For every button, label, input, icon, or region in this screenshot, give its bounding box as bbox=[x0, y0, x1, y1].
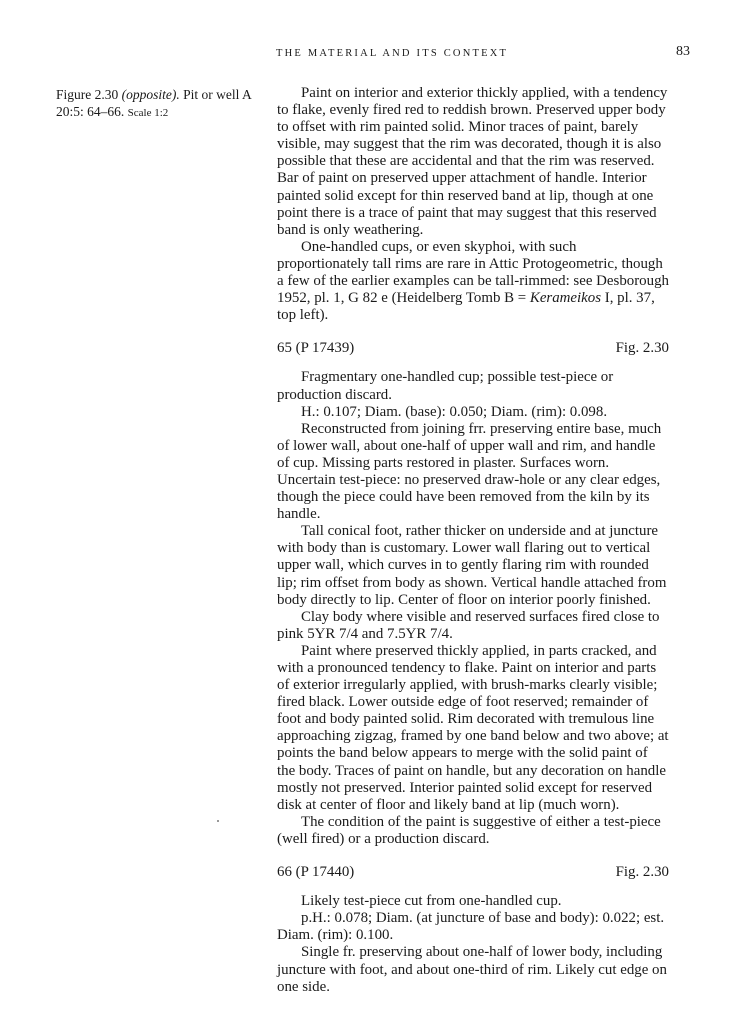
entry-65-paragraph: Reconstructed from joining frr. preserving entire base, much of lower wall, about one-half of upper wall and rim, and handle of cup. Missing parts restored in plaster. Surfaces worn. Uncertain test-piece: no preserved draw-hole or any clear edges, though the piece could have been removed from the kiln by its handle. bbox=[277, 420, 662, 523]
intro-p2-text-b: I, pl. 37, top left). bbox=[277, 290, 655, 324]
caption-scale: Scale 1:2 bbox=[127, 107, 169, 119]
entry-65-inventory: (P 17439) bbox=[295, 340, 355, 357]
intro-paragraph-2 bbox=[277, 239, 669, 324]
running-head-title: THE MATERIAL AND ITS CONTEXT bbox=[276, 48, 509, 59]
main-text bbox=[277, 85, 669, 996]
stray-mark bbox=[217, 820, 219, 822]
entry-65-number: 65 bbox=[277, 340, 292, 357]
page-number: 83 bbox=[676, 44, 690, 59]
intro-p2-italic: Kerameikos bbox=[529, 290, 602, 307]
entry-65-paragraph: H.: 0.107; Diam. (base): 0.050; Diam. (rim): 0.098. bbox=[301, 403, 608, 420]
entry-65-paragraph: Tall conical foot, rather thicker on underside and at juncture with body than is customary. Lower wall flaring out to vertical upper wall, which curves in to gently flaring rim with rounded lip; rim offset from body as shown. Vertical handle attached from body directly to lip. Center of floor on interior poorly finished. bbox=[277, 523, 667, 608]
entry-66-inventory: (P 17440) bbox=[295, 864, 355, 881]
entry-65-paragraph: Paint where preserved thickly applied, in parts cracked, and with a pronounced tendency to flake. Paint on interior and parts of exterior irregularly applied, with brush-marks clearly visible; fired black. Lower outside edge of foot reserved; remainder of foot and body painted solid. Rim decorated with tremulous line approaching zigzag, framed by one band below and two above; at points the band below appears to merge with the solid paint of the body. Traces of paint on handle, but any decoration on handle mostly not preserved. Interior painted solid except for reserved disk at center of floor and likely band at lip (much worn). bbox=[277, 642, 669, 813]
entry-66-fig-ref: Fig. 2.30 bbox=[615, 864, 669, 881]
caption-qualifier: (opposite). bbox=[121, 87, 180, 102]
entry-66-paragraph: p.H.: 0.078; Diam. (at juncture of base and body): 0.022; est. Diam. (rim): 0.100. bbox=[277, 910, 665, 944]
entry-66-heading bbox=[277, 864, 669, 881]
figure-caption bbox=[56, 86, 256, 122]
caption-text: Pit or well A 20:5: 64–66. bbox=[56, 87, 252, 119]
entry-65-heading bbox=[277, 340, 669, 357]
entry-65-paragraph: Clay body where visible and reserved surfaces fired close to pink 5YR 7/4 and 7.5YR 7/4. bbox=[277, 608, 660, 642]
entry-65-paragraph: The condition of the paint is suggestive of either a test-piece (well fired) or a production discard. bbox=[277, 813, 661, 847]
entry-66-paragraph: Likely test-piece cut from one-handled cup. bbox=[301, 893, 562, 910]
entry-65-paragraph: Fragmentary one-handled cup; possible test-piece or production discard. bbox=[277, 369, 614, 403]
intro-p2-text-a: One-handled cups, or even skyphoi, with such proportionately tall rims are rare in Attic Protogeometric, though a few of the earlier examples can be tall-rimmed: see Desborough 1952, pl. 1, G 82 e (Heidelberg Tomb B = bbox=[277, 238, 669, 307]
entry-66-paragraph: Single fr. preserving about one-half of lower body, including juncture with foot, and about one-third of rim. Likely cut edge on one side. bbox=[277, 944, 667, 995]
entry-65-fig-ref: Fig. 2.30 bbox=[615, 340, 669, 357]
entry-66-number: 66 bbox=[277, 864, 292, 881]
caption-label: Figure 2.30 bbox=[56, 87, 119, 102]
intro-paragraph-1: Paint on interior and exterior thickly applied, with a tendency to flake, evenly fired red to reddish brown. Preserved upper body to offset with rim painted solid. Minor traces of paint, barely visible, may suggest that the rim was decorated, though it is also possible that these are accidental and that the rim was reserved. Bar of paint on preserved upper attachment of handle. Interior painted solid except for thin reserved band at lip, though at one point there is a trace of paint that may suggest that this reserved band is only weathering. bbox=[277, 85, 668, 238]
